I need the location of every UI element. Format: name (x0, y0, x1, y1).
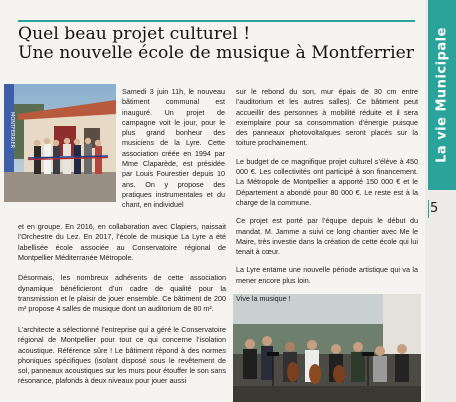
paragraph-5: Le budget de ce magnifique projet culturel s’élève à 450 000 €. Les collectivités ont participé à son financement. La Métropole de Montpellier a apporté 150 000 € et le Département a abondé pour 80 000 €. Le reste est à la charge de la commune. (236, 156, 418, 207)
page-number-rule (428, 200, 429, 218)
paragraph-1-start: Samedi 3 juin 11h, le nouveau bâtiment communal est inauguré. Un projet de campagne voit le jour, pour le plus grand bonheur des musiciens de la Lyre. Cette association créée en 1994 par Mme Claparède, est présidée par Louis Fourestier depuis 10 ans. On y propose des pratiques instrumentales et du chant, en individuel (122, 87, 225, 210)
page-number: 5 (430, 201, 439, 216)
paragraph-1-continued: et en groupe. En 2016, en collaboration avec Clapiers, naissait l’Orchestre du Lez. En 2017, l’école de musique La Lyre a été labellisée école associée au Conservatoire régional de Montpellier Méditerranée Métropole. (18, 222, 226, 262)
section-tab (428, 0, 456, 190)
paragraph-7: La Lyre entame une nouvelle période artistique qui va la mener encore plus loin. (236, 265, 418, 285)
article-column-1 (18, 222, 226, 397)
title-line-2: Une nouvelle école de musique à Montferrier (18, 43, 414, 63)
paragraph-8: Vive la musique ! (236, 294, 291, 304)
inauguration-photo (4, 84, 116, 202)
inauguration-photo-image (4, 84, 116, 202)
banner-label: MONTFERRIER (9, 112, 15, 149)
title-line-1: Quel beau projet culturel ! (18, 24, 251, 44)
section-label: La vie Municipale (434, 27, 450, 163)
paragraph-2: Désormais, les nombreux adhérents de cette association dynamique bénéficieront d’un cadre de qualité pour la transmission et le plaisir de jouer ensemble. Ce bâtiment de 200 m² propose 4 salles de musique dont un auditorium de 80 m². (18, 273, 226, 314)
paragraph-3: L’architecte a sélectionné l’entreprise qui a géré le Conservatoire régional de Montpellier pour tout ce qui concerne l’isolation acoustique. Référence sûre ! Le bâtiment répond à des normes phoniques spécifiques (isolant disposé sous le revêtement de sol, panneaux acoustiques sur les murs pour étouffer le son sans résonance, plafonds à deux niveaux pour jouer aussi (18, 324, 226, 386)
paragraph-6: Ce projet est porté par l’équipe depuis le début du mandat. M. Jamme a suivi ce long chantier avec Me le Maire, très investie dans la création de cette école qui lui tenait à cœur. (236, 216, 418, 257)
article-column-2 (236, 87, 418, 312)
paragraph-4: sur le rebond du son, mur épais de 30 cm entre l’auditorium et les autres salles). Ce bâtiment peut accueillir des personnes à mobilité réduite et il sera exemplaire pour sa consommation d’énergie puisque des panneaux photovoltaïques seront placés sur la toiture prochainement. (236, 87, 418, 148)
banner-text (9, 112, 15, 149)
article-title (18, 25, 428, 63)
article-column-1-intro (122, 87, 225, 211)
header-rule (18, 20, 415, 22)
